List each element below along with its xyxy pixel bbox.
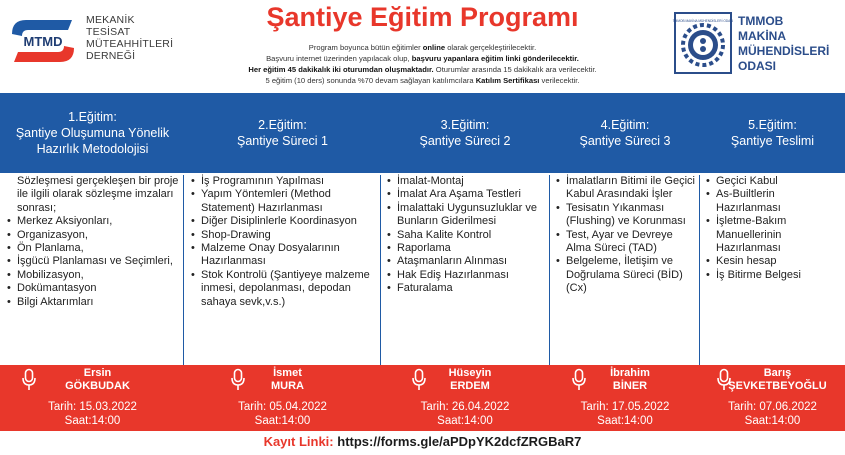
- list-item: • Faturalama: [386, 282, 548, 295]
- list-item: • Saha Kalite Kontrol: [386, 229, 548, 242]
- gear-icon: [672, 14, 734, 72]
- list-item: • Hak Ediş Hazırlanması: [386, 269, 548, 282]
- column-divider: [183, 175, 184, 365]
- list-item: • Organizasyon,: [6, 229, 182, 242]
- tmmob-seal-text: TMMOB MAKİNA MÜHENDİSLERİ ODASI: [672, 19, 734, 23]
- list-item: • Malzeme Onay Dosyalarının Hazırlanması: [190, 242, 376, 269]
- list-item: • Test, Ayar ve Devreye Alma Süreci (TAD): [555, 229, 697, 256]
- course-3-heading: 3.Eğitim: Şantiye Süreci 2: [419, 118, 511, 148]
- list-item: • Tesisatın Yıkanması (Flushing) ve Korunması: [555, 202, 697, 229]
- course-2-topics: [190, 175, 376, 365]
- speaker-name: Ersin GÖKBUDAK: [65, 367, 130, 392]
- speaker-name: Barış ŞEVKETBEYOĞLU: [728, 367, 827, 392]
- column-divider: [549, 175, 550, 365]
- course-1-intro: Sözleşmesi gerçekleşen bir proje ile ilgili olarak sözleşme imzaları sonrası;: [17, 175, 179, 214]
- speaker-1: [0, 365, 185, 431]
- course-headings-band: [0, 93, 845, 173]
- registration-label: Kayıt Linki:: [263, 434, 334, 449]
- list-item: • Bilgi Aktarımları: [6, 296, 182, 309]
- list-item: • İşletme-Bakım Manuellerinin Hazırlanması: [705, 215, 841, 255]
- speaker-4: [550, 365, 700, 431]
- list-item: • Belgeleme, İletişim ve Doğrulama Süreci (BİD) (Cx): [555, 255, 697, 295]
- list-item: • Stok Kontrolü (Şantiyeye malzeme inmesi, depolanması, depodan sahaya sevk,v.s.): [190, 269, 376, 309]
- registration-link[interactable]: https://forms.gle/aPDpYK2dcfZRGBaR7: [337, 434, 582, 449]
- list-item: • Dokümantasyon: [6, 282, 182, 295]
- list-item: • İşgücü Planlaması ve Seçimleri,: [6, 255, 182, 268]
- course-4-heading: 4.Eğitim: Şantiye Süreci 3: [579, 118, 671, 148]
- speaker-3: [380, 365, 550, 431]
- list-item: • Ön Planlama,: [6, 242, 182, 255]
- list-item: • Shop-Drawing: [190, 229, 376, 242]
- registration-footer: [0, 432, 845, 454]
- column-divider: [699, 175, 700, 365]
- program-info: Program boyunca bütün eğitimler online olarak gerçekleştirilecektir. Başvuru internet üzerinden yapılacak olup, başvuru yapanlara eğitim linki gönderilecektir. Her eğitim 45 dakikalık iki oturumdan oluşmaktadır. Oturumlar arasında 15 dakikalık ara verilecektir. 5 eğitim (10 ders) sonunda %70 devam sağlayan katılımcılara Katılım Sertifikası verilecektir.: [248, 43, 597, 85]
- session-date: Tarih: 07.06.2022 Saat:14:00: [728, 401, 817, 427]
- list-item: • İmalattaki Uygunsuzluklar ve Bunların Giderilmesi: [386, 202, 548, 229]
- tmmob-logo-mark: [674, 12, 732, 74]
- course-3-topics: [386, 175, 548, 365]
- list-item: • Merkez Aksiyonları,: [6, 215, 182, 228]
- session-date: Tarih: 26.04.2022 Saat:14:00: [420, 401, 510, 427]
- tmmob-logo: [674, 12, 839, 76]
- list-item: • Geçici Kabul: [705, 175, 841, 188]
- course-1-topics: [6, 175, 182, 365]
- page-title: Şantiye Eğitim Programı: [266, 2, 579, 32]
- list-item: • Raporlama: [386, 242, 548, 255]
- course-1-heading: 1.Eğitim: Şantiye Oluşumuna Yönelik Hazırlık Metodolojisi: [15, 110, 170, 156]
- speaker-name: Hüseyin ERDEM: [448, 367, 492, 392]
- session-date: Tarih: 15.03.2022 Saat:14:00: [48, 401, 137, 427]
- list-item: • İmalatların Bitimi ile Geçici Kabul Arasındaki İşler: [555, 175, 697, 202]
- session-date: Tarih: 17.05.2022 Saat:14:00: [580, 401, 670, 427]
- speaker-name: İbrahim BİNER: [610, 367, 650, 392]
- course-5-topics: [705, 175, 841, 365]
- mtmd-logo-text: MEKANİK TESİSAT MÜTEAHHİTLERİ DERNEĞİ: [86, 14, 174, 62]
- session-date: Tarih: 05.04.2022 Saat:14:00: [238, 401, 327, 427]
- speaker-name: İsmet MURA: [271, 367, 304, 392]
- list-item: • Mobilizasyon,: [6, 269, 182, 282]
- list-item: • İmalat Ara Aşama Testleri: [386, 188, 548, 201]
- speakers-band: [0, 365, 845, 431]
- list-item: • Yapım Yöntemleri (Method Statement) Hazırlanması: [190, 188, 376, 215]
- list-item: • İş Programının Yapılması: [190, 175, 376, 188]
- list-item: • Diğer Disiplinlerle Koordinasyon: [190, 215, 376, 228]
- speaker-2: [185, 365, 380, 431]
- list-item: • As-Builtlerin Hazırlanması: [705, 188, 841, 215]
- list-item: • Ataşmanların Alınması: [386, 255, 548, 268]
- course-5-heading: 5.Eğitim: Şantiye Teslimi: [730, 118, 815, 148]
- mtmd-logo-mark-text: MTMD: [23, 34, 63, 49]
- course-4-topics: [555, 175, 697, 365]
- list-item: • Kesin hesap: [705, 255, 841, 268]
- tmmob-logo-text: TMMOB MAKİNA MÜHENDİSLERİ ODASI: [738, 14, 830, 73]
- course-2-heading: 2.Eğitim: Şantiye Süreci 1: [236, 118, 329, 148]
- list-item: • İş Bitirme Belgesi: [705, 269, 841, 282]
- list-item: • İmalat-Montaj: [386, 175, 548, 188]
- header: [0, 0, 845, 93]
- speaker-5: [700, 365, 845, 431]
- column-divider: [380, 175, 381, 365]
